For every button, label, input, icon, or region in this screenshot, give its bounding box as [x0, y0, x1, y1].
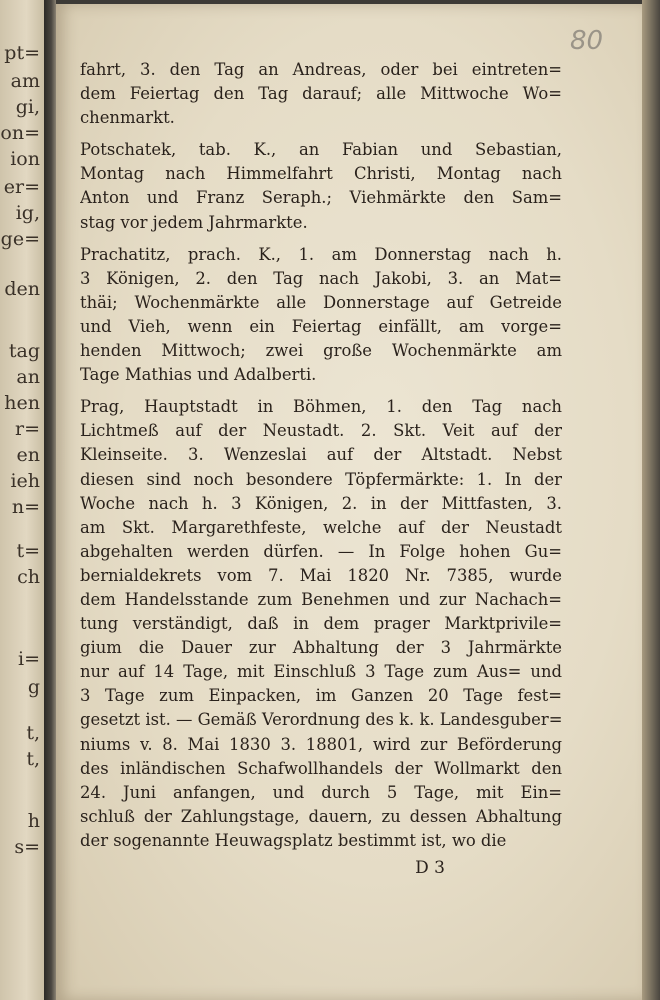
facing-page-fragment: pt=	[4, 42, 40, 64]
text-line: dem Feiertag den Tag darauf; alle Mittwoche Wo=	[80, 84, 562, 104]
text-line: fahrt, 3. den Tag an Andreas, oder bei eintreten=	[80, 60, 562, 79]
text-line: Prachatitz, prach. K., 1. am Donnerstag nach h.	[80, 244, 562, 264]
text-line: diesen sind noch besondere Töpfermärkte: 1. In der	[80, 469, 562, 489]
facing-page-fragment: an	[16, 366, 40, 388]
pencil-page-number: 80	[570, 26, 604, 56]
facing-page-fragment: t,	[26, 748, 40, 770]
text-line: am Skt. Margarethfeste, welche auf der Neustadt	[80, 517, 562, 537]
facing-page-fragment: s=	[14, 836, 40, 858]
facing-page-fragment: i=	[18, 648, 40, 670]
facing-page-edge	[0, 0, 44, 1000]
text-line: Lichtmeß auf der Neustadt. 2. Skt. Veit auf der	[80, 421, 562, 441]
facing-page-fragment: den	[4, 278, 40, 300]
text-line: dem Handelsstande zum Benehmen und zur Nachach=	[80, 589, 562, 609]
facing-page-fragment: g	[27, 676, 40, 698]
paragraph	[80, 58, 562, 130]
text-line: bernialdekrets vom 7. Mai 1820 Nr. 7385, wurde	[80, 565, 562, 585]
paragraph-gap	[80, 387, 562, 395]
facing-page-fragment: ch	[17, 566, 40, 588]
text-line: stag vor jedem Jahrmarkte.	[80, 212, 308, 232]
text-line: Potschatek, tab. K., an Fabian und Sebastian,	[80, 140, 562, 160]
facing-page-fragment: en	[16, 444, 40, 466]
facing-page-fragment: hen	[4, 392, 40, 414]
facing-page-fragment: n=	[11, 496, 40, 518]
text-line: schluß der Zahlungstage, dauern, zu dessen Abhaltung	[80, 806, 562, 826]
facing-page-fragment: t,	[26, 722, 40, 744]
facing-page-fragment: ge=	[0, 228, 40, 250]
text-line: chenmarkt.	[80, 108, 175, 128]
text-line: Prag, Hauptstadt in Böhmen, 1. den Tag nach	[80, 397, 562, 417]
text-line: abgehalten werden dürfen. — In Folge hohen Gu=	[80, 541, 562, 561]
facing-page-fragment: t=	[16, 540, 40, 562]
facing-page-fragment: tag	[8, 340, 40, 362]
signature-mark: D 3	[415, 858, 445, 878]
paragraph	[80, 243, 562, 388]
facing-page-fragment: h	[27, 810, 40, 832]
text-line: Woche nach h. 3 Königen, 2. in der Mittfasten, 3.	[80, 493, 562, 513]
text-line: Kleinseite. 3. Wenzeslai auf der Altstadt. Nebst	[80, 445, 562, 465]
text-line: thäi; Wochenmärkte alle Donnerstage auf Getreide	[80, 292, 562, 312]
page-body-text	[80, 58, 562, 853]
text-line: der sogenannte Heuwagsplatz bestimmt ist, wo die	[80, 830, 507, 850]
facing-page-fragment: ion	[10, 148, 40, 170]
text-line: henden Mittwoch; zwei große Wochenmärkte am	[80, 341, 562, 361]
paragraph-gap	[80, 130, 562, 138]
text-line: tung verständigt, daß in dem prager Marktprivile=	[80, 614, 562, 634]
text-line: nur auf 14 Tage, mit Einschluß 3 Tage zum Aus= und	[80, 662, 562, 682]
paragraph	[80, 395, 562, 853]
text-line: niums v. 8. Mai 1830 3. 18801, wird zur Beförderung	[80, 734, 562, 754]
text-line: gesetzt ist. — Gemäß Verordnung des k. k. Landesguber=	[80, 710, 562, 730]
facing-page-fragment: ieh	[10, 470, 40, 492]
facing-page-fragment: on=	[0, 122, 40, 144]
facing-page-fragment: am	[10, 70, 40, 92]
facing-page-fragment: gi,	[15, 96, 40, 118]
text-line: 24. Juni anfangen, und durch 5 Tage, mit Ein=	[80, 782, 562, 802]
paragraph	[80, 138, 562, 234]
facing-page-fragment: ig,	[15, 202, 40, 224]
text-line: 3 Königen, 2. den Tag nach Jakobi, 3. an Mat=	[80, 268, 562, 288]
text-line: des inländischen Schafwollhandels der Wollmarkt den	[80, 758, 562, 778]
text-line: Anton und Franz Seraph.; Viehmärkte den Sam=	[80, 188, 562, 208]
text-line: 3 Tage zum Einpacken, im Ganzen 20 Tage fest=	[80, 686, 562, 706]
book-gutter	[44, 0, 56, 1000]
page-edge-shadow	[642, 0, 660, 1000]
facing-page-fragment: er=	[3, 176, 40, 198]
text-line: Tage Mathias und Adalberti.	[80, 365, 317, 385]
text-line: Montag nach Himmelfahrt Christi, Montag nach	[80, 164, 562, 184]
facing-page-fragment: r=	[14, 418, 40, 440]
text-line: gium die Dauer zur Abhaltung der 3 Jahrmärkte	[80, 638, 562, 658]
text-line: und Vieh, wenn ein Feiertag einfällt, am vorge=	[80, 316, 562, 336]
paragraph-gap	[80, 235, 562, 243]
